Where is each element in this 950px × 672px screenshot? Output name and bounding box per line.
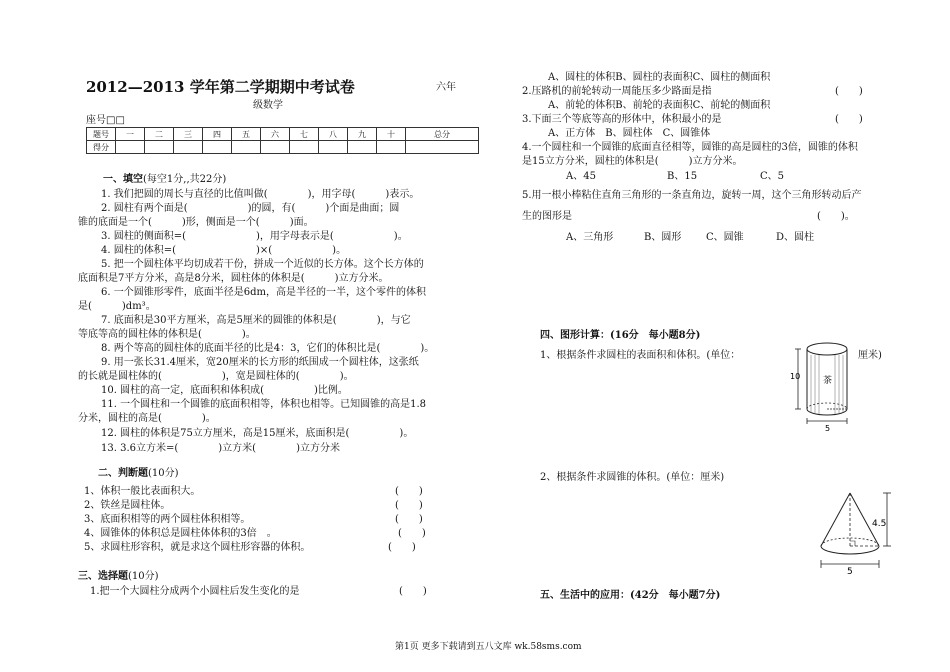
- judge-answer-bracket[interactable]: ( ): [395, 486, 423, 497]
- judge-answer-bracket[interactable]: ( ): [398, 528, 426, 539]
- choice-option[interactable]: A、45: [566, 171, 596, 182]
- score-input-cell[interactable]: [319, 141, 348, 154]
- fill-line: 10. 圆柱的高一定，底面积和体积成( )比例。: [101, 385, 348, 396]
- judge-answer-bracket[interactable]: ( ): [395, 514, 423, 525]
- fill-line: 9. 用一张长31.4厘米，宽20厘米的长方形的纸围成一个圆柱体，这张纸: [101, 357, 419, 368]
- score-input-cell[interactable]: [377, 141, 406, 154]
- score-cell: 八: [319, 128, 348, 141]
- score-table-header-row: [87, 128, 479, 141]
- choice-question: 是15立方分米，圆柱的体积是( )立方分米。: [522, 156, 743, 167]
- fill-line: 12. 圆柱的体积是75立方厘米，高是15厘米，底面积是( )。: [101, 428, 414, 439]
- section3-title: 三、选择题: [78, 571, 128, 582]
- score-input-cell[interactable]: [406, 141, 479, 154]
- grade-label: 六年: [436, 82, 456, 93]
- section2-note: (10分): [148, 468, 179, 479]
- fill-line: 分米，圆柱的高是( )。: [78, 413, 216, 424]
- choice-options: A、圆柱的体积B、圆柱的表面积C、圆柱的侧面积: [548, 72, 771, 83]
- score-cell: 一: [116, 128, 145, 141]
- score-cell: 二: [145, 128, 174, 141]
- choice-answer-bracket[interactable]: ( ): [835, 114, 863, 125]
- score-cell: 六: [261, 128, 290, 141]
- section1-title: 一、填空: [103, 174, 143, 185]
- geometry-unit: 厘米): [858, 350, 882, 361]
- cylinder-bottom-hidden: [807, 403, 847, 409]
- section3-note: (10分): [128, 571, 159, 582]
- fill-line: 1. 我们把圆的周长与直径的比值叫做( )，用字母( )表示。: [101, 189, 420, 200]
- score-cell: 三: [174, 128, 203, 141]
- choice-options: A、正方体 B、圆柱体 C、圆锥体: [548, 128, 711, 139]
- cone-height-label: 4.5: [872, 519, 887, 529]
- fill-line: 底面积是7平方分米，高是8分米，圆柱体的体积是( )立方分米。: [78, 273, 389, 284]
- exam-title: 2012—2013 学年第二学期期中考试卷: [86, 78, 355, 96]
- judge-item: 3、底面积相等的两个圆柱体积相等。: [84, 514, 251, 525]
- cone-width-label: 5: [847, 567, 853, 577]
- score-cell: 四: [203, 128, 232, 141]
- choice-answer-bracket[interactable]: ( )。: [817, 211, 855, 222]
- fill-line: 等底等高的圆柱体的体积是( )。: [78, 329, 256, 340]
- geometry-question: 1、根据条件求圆柱的表面积和体积。(单位：: [540, 350, 741, 361]
- cylinder-can-text: 茶: [823, 376, 833, 386]
- score-input-cell[interactable]: [232, 141, 261, 154]
- score-input-cell[interactable]: [348, 141, 377, 154]
- judge-answer-bracket[interactable]: ( ): [388, 542, 416, 553]
- choice-question: 4.一个圆柱和一个圆锥的底面直径相等，圆锥的高是圆柱的3倍，圆锥的体积: [522, 142, 858, 153]
- fill-line: 6. 一个圆锥形零件，底面半径是6dm，高是半径的一半，这个零件的体积: [101, 287, 426, 298]
- cylinder-diagram: [790, 335, 870, 435]
- fill-line: 8. 两个等高的圆柱体的底面半径的比是4：3，它们的体积比是( )。: [101, 343, 435, 354]
- judge-item: 1、体积一般比表面积大。: [84, 486, 201, 497]
- fill-line: 11. 一个圆柱和一个圆锥的底面积相等，体积也相等。已知圆锥的高是1.8: [101, 399, 426, 410]
- choice-option[interactable]: C、圆锥: [706, 232, 744, 243]
- choice-question: 5.用一根小棒粘住直角三角形的一条直角边，旋转一周，这个三角形转动后产: [522, 190, 862, 201]
- section3-heading: [78, 571, 159, 583]
- score-cell: 得分: [87, 141, 116, 154]
- judge-item: 4、圆锥体的体积总是圆柱体体积的3倍 。: [84, 528, 277, 539]
- fill-line: 7. 底面积是30平方厘米，高是5厘米的圆锥的体积是( )，与它: [101, 315, 411, 326]
- fill-line: 4. 圆柱的体积=( )×( )。: [101, 245, 347, 256]
- fill-line: 是( )dm³。: [78, 301, 156, 312]
- score-cell: 十: [377, 128, 406, 141]
- judge-answer-bracket[interactable]: ( ): [395, 500, 423, 511]
- score-cell: 题号: [87, 128, 116, 141]
- section2-heading: [98, 468, 179, 480]
- section1-heading: [103, 174, 226, 186]
- score-input-cell[interactable]: [174, 141, 203, 154]
- choice-option[interactable]: A、三角形: [566, 232, 614, 243]
- judge-item: 5、求圆柱形容积，就是求这个圆柱形容器的体积。: [84, 542, 311, 553]
- score-input-cell[interactable]: [116, 141, 145, 154]
- fill-line: 的长就是圆柱体的( )，宽是圆柱体的( )。: [78, 371, 354, 382]
- score-table-score-row: [87, 141, 479, 154]
- cylinder-width-label: 5: [825, 424, 831, 433]
- score-cell: 九: [348, 128, 377, 141]
- cone-diagram: [815, 488, 895, 578]
- score-input-cell[interactable]: [145, 141, 174, 154]
- cone-left-edge: [821, 493, 850, 546]
- choice-answer-bracket[interactable]: ( ): [835, 86, 863, 97]
- section1-note: (每空1分,,共22分): [143, 174, 227, 185]
- score-cell: 七: [290, 128, 319, 141]
- cylinder-height-label: 10: [790, 372, 801, 381]
- choice-option[interactable]: B、圆形: [644, 232, 682, 243]
- section4-title: 四、图形计算：(16分 每小题8分): [540, 330, 701, 341]
- score-input-cell[interactable]: [261, 141, 290, 154]
- score-input-cell[interactable]: [290, 141, 319, 154]
- choice-answer-bracket[interactable]: ( ): [399, 586, 427, 597]
- section2-title: 二、判断题: [98, 468, 148, 479]
- score-cell: 总分: [406, 128, 479, 141]
- choice-option[interactable]: D、圆柱: [776, 232, 815, 243]
- fill-line: 3. 圆柱的侧面积=( )，用字母表示是( )。: [101, 231, 408, 242]
- choice-question: 2.压路机的前轮转动一周能压多少路面是指: [522, 86, 712, 97]
- choice-option[interactable]: B、15: [667, 171, 698, 182]
- cylinder-bottom: [807, 409, 847, 415]
- choice-options: A、前轮的体积B、前轮的表面积C、前轮的侧面积: [548, 100, 771, 111]
- fill-line: 5. 把一个圆柱体平均切成若干份，拼成一个近似的长方体。这个长方体的: [101, 259, 424, 270]
- score-input-cell[interactable]: [203, 141, 232, 154]
- fill-line: 锥的底面是一个( )形，侧面是一个( )面。: [78, 217, 314, 228]
- score-cell: 五: [232, 128, 261, 141]
- subject-label: 级数学: [253, 100, 283, 111]
- fill-line: 2. 圆柱有两个面是( )的圆，有( )个面是曲面；圆: [101, 203, 400, 214]
- geometry-question: 2、根据条件求圆锥的体积。(单位：厘米): [540, 472, 725, 483]
- page-footer: 第1页 更多下载请到五八文库 wk.58sms.com: [395, 642, 582, 652]
- cone-base: [821, 546, 879, 554]
- seat-number-label: 座号□□: [86, 115, 125, 126]
- fill-line: 13. 3.6立方米=( )立方米( )立方分米: [101, 443, 340, 454]
- choice-question: 生的图形是: [522, 211, 572, 222]
- choice-question: 3.下面三个等底等高的形体中，体积最小的是: [522, 114, 722, 125]
- section5-title: 五、生活中的应用：(42分 每小题7分): [540, 590, 721, 601]
- judge-item: 2、铁丝是圆柱体。: [84, 500, 171, 511]
- choice-question: 1.把一个大圆柱分成两个小圆柱后发生变化的是: [90, 586, 300, 597]
- score-table: [86, 127, 479, 154]
- choice-option[interactable]: C、5: [760, 171, 785, 182]
- cylinder-top: [807, 343, 847, 355]
